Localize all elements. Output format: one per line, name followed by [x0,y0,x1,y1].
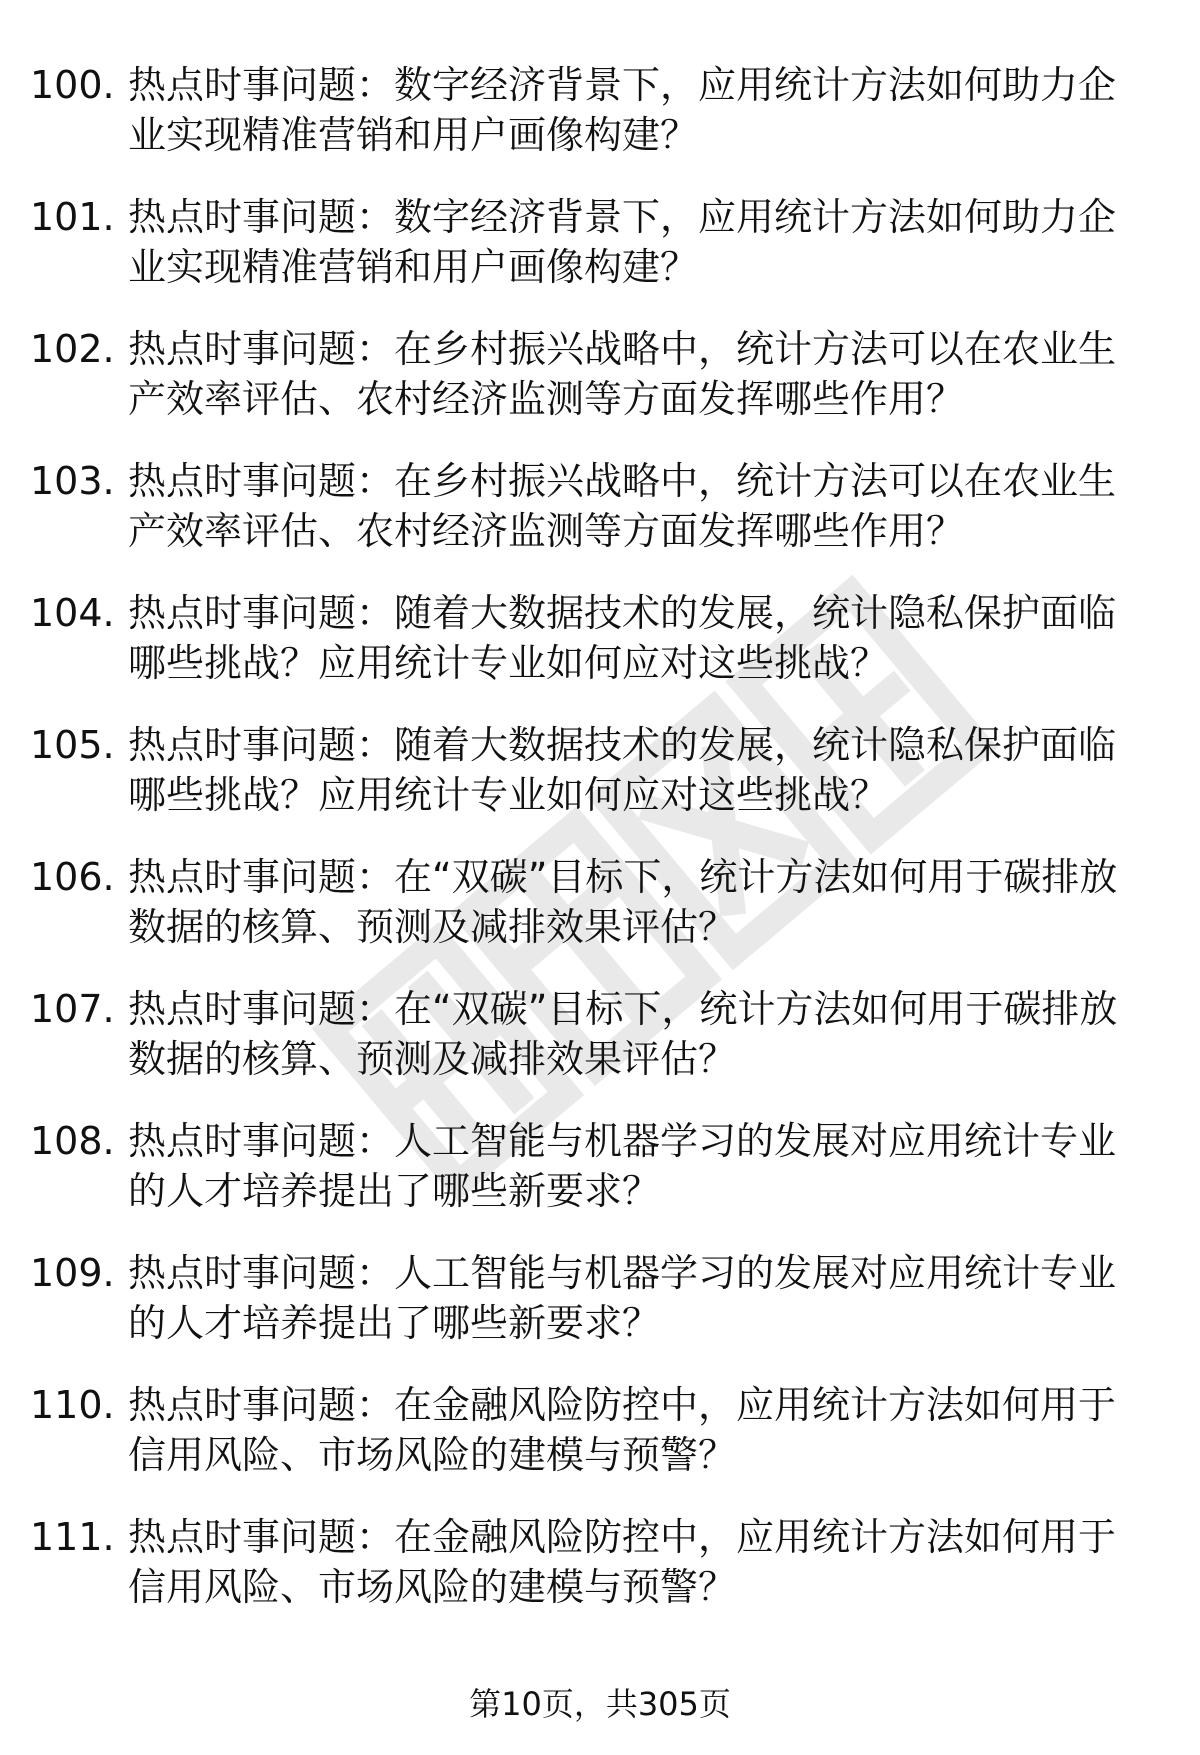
question-item [30,984,1150,1084]
question-text: 热点时事问题：在金融风险防控中，应用统计方法如何用于信用风险、市场风险的建模与预警？ [128,1515,1117,1609]
question-text: 热点时事问题：人工智能与机器学习的发展对应用统计专业的人才培养提出了哪些新要求？ [128,1251,1117,1345]
question-number: 109. [30,1251,115,1295]
question-item [30,1380,1150,1480]
question-number: 108. [30,1119,115,1163]
question-number: 104. [30,591,115,635]
question-text: 热点时事问题：随着大数据技术的发展，统计隐私保护面临哪些挑战？应用统计专业如何应对这些挑战？ [128,723,1117,817]
question-item [30,1248,1150,1348]
question-number: 100. [30,63,115,107]
question-number: 110. [30,1383,115,1427]
question-item [30,60,1150,160]
question-number: 111. [30,1515,115,1559]
question-text: 热点时事问题：人工智能与机器学习的发展对应用统计专业的人才培养提出了哪些新要求？ [128,1119,1117,1213]
question-number: 101. [30,195,115,239]
question-item [30,1512,1150,1612]
question-text: 热点时事问题：在“双碳”目标下，统计方法如何用于碳排放数据的核算、预测及减排效果评估？ [128,987,1118,1081]
question-item [30,324,1150,424]
question-item [30,720,1150,820]
question-item [30,192,1150,292]
question-text: 热点时事问题：数字经济背景下，应用统计方法如何助力企业实现精准营销和用户画像构建？ [128,195,1117,289]
question-number: 107. [30,987,115,1031]
question-text: 热点时事问题：在乡村振兴战略中，统计方法可以在农业生产效率评估、农村经济监测等方面发挥哪些作用？ [128,327,1117,421]
question-text: 热点时事问题：在金融风险防控中，应用统计方法如何用于信用风险、市场风险的建模与预警？ [128,1383,1117,1477]
question-number: 105. [30,723,115,767]
question-text: 热点时事问题：随着大数据技术的发展，统计隐私保护面临哪些挑战？应用统计专业如何应对这些挑战？ [128,591,1117,685]
question-number: 106. [30,855,115,899]
question-number: 103. [30,459,115,503]
question-text: 热点时事问题：在乡村振兴战略中，统计方法可以在农业生产效率评估、农村经济监测等方面发挥哪些作用？ [128,459,1117,553]
question-item [30,1116,1150,1216]
question-item [30,588,1150,688]
question-text: 热点时事问题：数字经济背景下，应用统计方法如何助力企业实现精准营销和用户画像构建？ [128,63,1117,157]
question-text: 热点时事问题：在“双碳”目标下，统计方法如何用于碳排放数据的核算、预测及减排效果评估？ [128,855,1118,949]
question-list [30,60,1150,1644]
question-item [30,456,1150,556]
question-item [30,852,1150,952]
question-number: 102. [30,327,115,371]
page-footer: 第10页，共305页 [469,1685,731,1723]
